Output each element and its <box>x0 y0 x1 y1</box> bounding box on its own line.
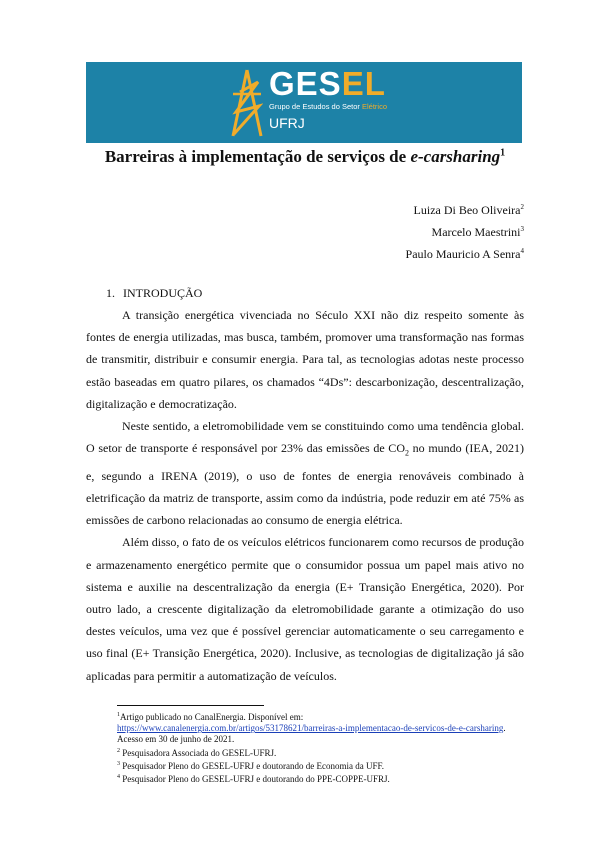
author-2: Marcelo Maestrini$^3$ <box>431 225 524 239</box>
footnote-1: $^1$Artigo publicado no CanalEnergia. Disponível em: <box>117 712 304 722</box>
author-3: Paulo Mauricio A Senra$^4$ <box>405 247 524 261</box>
transmission-tower-icon <box>231 68 263 138</box>
footnote-1-link[interactable]: https://www.canalenergia.com.br/artigos/53178621/barreiras-a-implementacao-de-servicos-de-e-carsharing <box>117 723 504 734</box>
footnote-1-link-line: https://www.canalenergia.com.br/artigos/53178621/barreiras-a-implementacao-de-servicos-de-e-carsharing. Acesso em 30 de junho de 2021. <box>117 723 506 745</box>
brand-block <box>269 66 387 131</box>
brand-institution: UFRJ <box>269 115 305 131</box>
footnote-4: $^4$ Pesquisador Pleno do GESEL-UFRJ e doutorando do PPE-COPPE-UFRJ. <box>117 774 390 785</box>
author-1: Luiza Di Beo Oliveira$^2$ <box>413 203 524 217</box>
brand-name: GESEL <box>269 65 386 102</box>
footnote-3: $^3$ Pesquisador Pleno do GESEL-UFRJ e doutorando de Economia da UFF. <box>117 760 385 771</box>
header-banner <box>86 62 522 143</box>
footnotes <box>117 710 527 785</box>
section-heading: 1. INTRODUÇÃO <box>106 286 203 300</box>
footnote-divider <box>117 705 264 706</box>
brand-subtitle: Grupo de Estudos do Setor Elétrico <box>269 102 387 111</box>
document-title: Barreiras à implementação de serviços de e-carsharing$^1$ <box>104 147 506 166</box>
paragraph-3: Além disso, o fato de os veículos elétricos funcionarem como recursos de produção e armazenamento energético permite que o consumidor possua um papel mais ativo no sistema e auxilie na descentralização da energia (E+ Transição Energética, 2020). Por outro lado, a crescente digitalização da eletromobilidade garante a otimização do uso destes veículos, uma vez que é possível gerenciar automaticamente o seu carregamento e uso final (E+ Transição Energética, 2020). Inclusive, as tecnologias de digitalização já são aplicadas para permitir a automatização de veículos. <box>86 535 524 683</box>
body-text <box>86 304 524 687</box>
paragraph-2: Neste sentido, a eletromobilidade vem se constituindo como uma tendência global. O setor de transporte é responsável por 23% das emissões de $CO_2$ no mundo (IEA, 2021) e, segundo a IRENA (2019), o uso de fontes de energia renováveis combinado à eletrificação da matriz de transporte, assim como da indústria, pode reduzir em até 75% as emissões de carbono relacionadas ao consumo de energia elétrica. <box>86 419 524 528</box>
paragraph-1: A transição energética vivenciada no Século XXI não diz respeito somente às fontes de energia utilizadas, mas busca, também, promover uma transformação nas formas de transmitir, distribuir e consumir energia. Para tal, as tecnologias adotas neste processo estão baseadas em quatro pilares, os chamados “4Ds”: descarbonização, descentralização, digitalização e democratização. <box>86 308 524 411</box>
footnote-2: $^2$ Pesquisadora Associada do GESEL-UFRJ. <box>117 747 277 758</box>
